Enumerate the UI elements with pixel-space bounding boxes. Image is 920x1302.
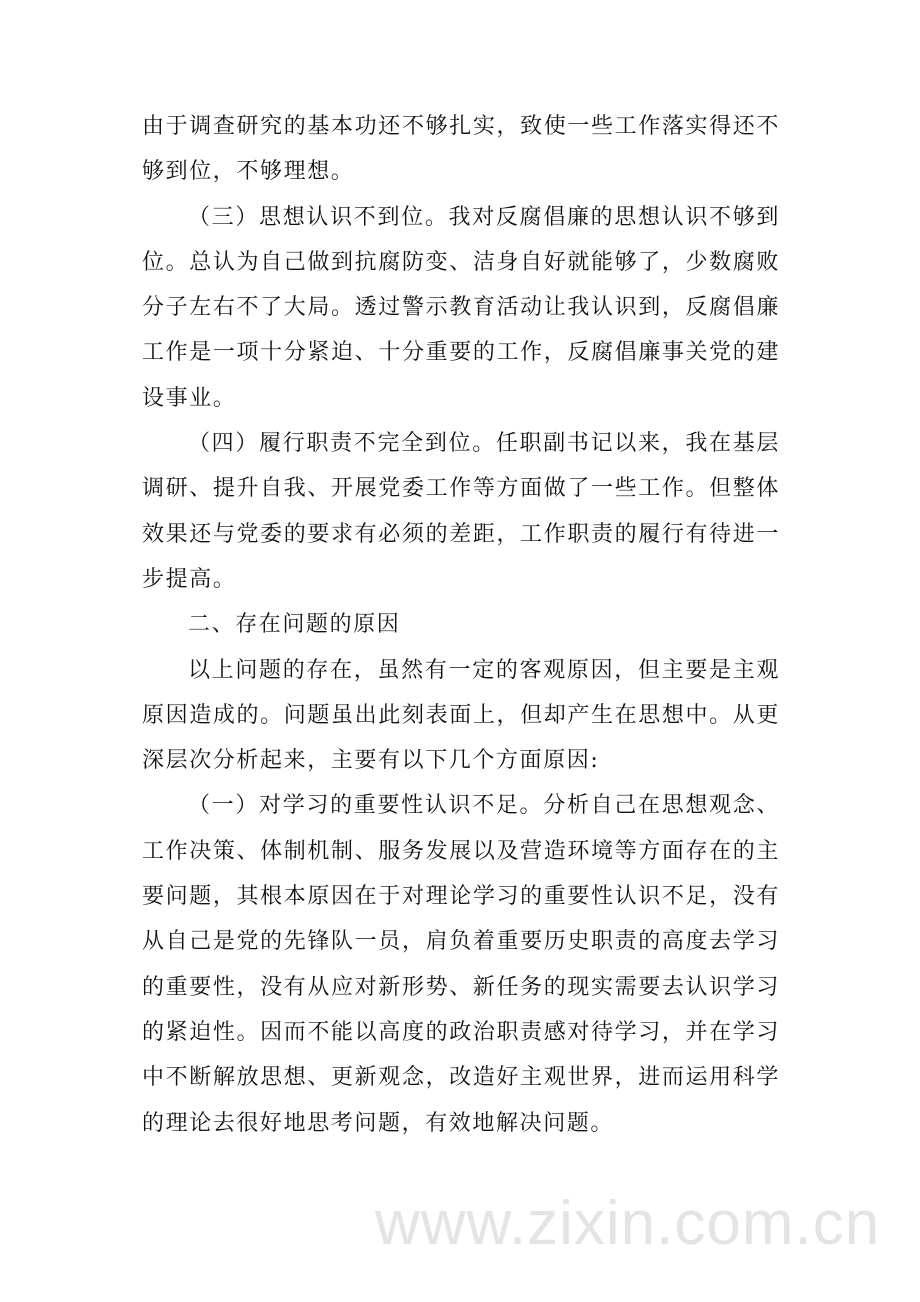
text-line: 由于调查研究的基本功还不够扎实，致使一些工作落实得还不 [142,114,780,139]
text-line: （三）思想认识不到位。我对反腐倡廉的思想认识不够到 [188,204,780,230]
text-line: 的紧迫性。因而不能以高度的政治职责感对待学习，并在学习 [142,1019,780,1045]
text-line: 工作决策、体制机制、服务发展以及营造环境等方面存在的主 [142,838,780,864]
watermark: www.zixin.com.cn [375,1189,881,1258]
text-line: 效果还与党委的要求有必须的差距，工作职责的履行有待进一 [142,521,780,547]
text-line: 步提高。 [142,566,237,592]
text-line: 的理论去很好地思考问题，有效地解决问题。 [142,1110,615,1136]
text-line: （四）履行职责不完全到位。任职副书记以来，我在基层 [188,431,780,457]
text-line: 中不断解放思想、更新观念，改造好主观世界，进而运用科学 [142,1065,780,1091]
text-line: 原因造成的。问题虽出此刻表面上，但却产生在思想中。从更 [142,702,780,728]
text-line: 从自己是党的先锋队一员，肩负着重要历史职责的高度去学习 [142,929,780,955]
text-line: 位。总认为自己做到抗腐防变、洁身自好就能够了，少数腐败 [142,249,780,275]
text-line: 要问题，其根本原因在于对理论学习的重要性认识不足，没有 [142,884,780,910]
text-line: 以上问题的存在，虽然有一定的客观原因，但主要是主观 [188,657,780,683]
text-line: 的重要性，没有从应对新形势、新任务的现实需要去认识学习 [142,974,780,1000]
text-line: 够到位，不够理想。 [142,159,355,185]
text-line: （一）对学习的重要性认识不足。分析自己在思想观念、 [188,793,780,819]
text-line: 分子左右不了大局。透过警示教育活动让我认识到，反腐倡廉 [142,295,780,321]
text-line: 深层次分析起来，主要有以下几个方面原因: [142,748,600,774]
text-line: 设事业。 [142,385,237,411]
text-line: 工作是一项十分紧迫、十分重要的工作，反腐倡廉事关党的建 [142,340,780,366]
document-body [142,104,780,1146]
text-line: 二、存在问题的原因 [188,612,401,638]
text-line: 调研、提升自我、开展党委工作等方面做了一些工作。但整体 [142,476,780,502]
